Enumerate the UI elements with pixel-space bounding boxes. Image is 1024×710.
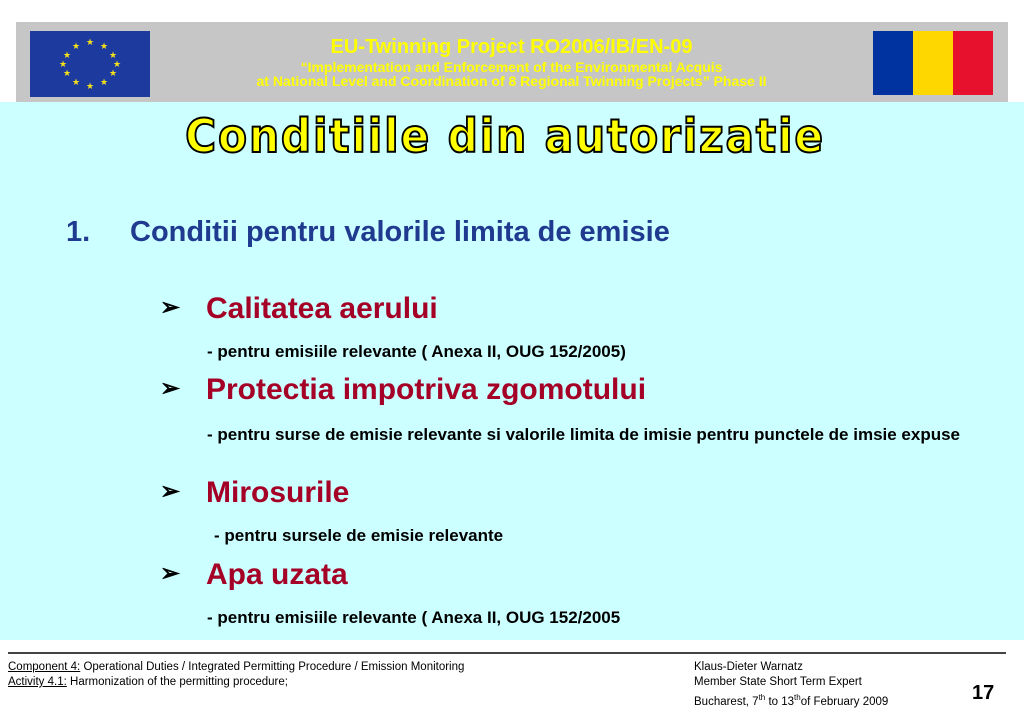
slide-title: Conditiile din autorizatie (185, 109, 825, 163)
eu-flag-icon: ★ ★ ★ ★ ★ ★ ★ ★ ★ ★ ★ ★ (30, 31, 150, 97)
item-text: Conditii pentru valorile limita de emisie (130, 216, 670, 248)
date-sup1: th (758, 693, 766, 702)
component-text: Operational Duties / Integrated Permitting Procedure / Emission Monitoring (80, 661, 465, 673)
bullet-title: Protectia impotriva zgomotului (206, 373, 647, 406)
date-sup2: th (794, 693, 801, 702)
numbered-item (66, 214, 670, 250)
header-project-title: EU-Twinning Project RO2006/IB/EN-09 (330, 36, 693, 58)
footer-left (8, 660, 464, 690)
footer-divider (8, 652, 1006, 654)
item-number: 1. (66, 216, 91, 248)
header-subtitle-line1: “Implementation and Enforcement of the Environmental Acquis (300, 59, 723, 75)
bullet-waste-water (160, 556, 348, 593)
author-name: Klaus-Dieter Warnatz (694, 661, 803, 673)
arrow-bullet-icon: ➢ (160, 375, 181, 402)
footer-component-line (8, 660, 464, 675)
activity-text: Harmonization of the permitting procedure; (66, 676, 288, 688)
date-mid: to 13 (765, 695, 795, 708)
date-start: Bucharest, 7 (694, 695, 759, 708)
arrow-bullet-icon: ➢ (160, 294, 181, 321)
header-subtitle-line2: at National Level and Coordination of 8 Regional Twinning Projects” Phase II (256, 73, 767, 89)
author-role: Member State Short Term Expert (694, 676, 862, 688)
bullet-title: Calitatea aerului (206, 292, 438, 325)
page-number: 17 (972, 682, 995, 704)
romania-flag-icon (873, 31, 993, 95)
bullet-title: Mirosurile (206, 476, 350, 509)
bullet-note: - pentru surse de emisie relevante si valorile limita de imisie pentru punctele de imsie expuse (207, 425, 961, 444)
bullet-odours (160, 474, 349, 511)
arrow-bullet-icon: ➢ (160, 478, 181, 505)
bullet-note: - pentru sursele de emisie relevante (214, 526, 504, 545)
bullet-note: - pentru emisiile relevante ( Anexa II, OUG 152/2005) (207, 342, 626, 361)
bullet-note: - pentru emisiile relevante ( Anexa II, OUG 152/2005 (207, 608, 621, 627)
component-label: Component 4: (8, 661, 81, 673)
footer-right (694, 660, 888, 710)
arrow-bullet-icon: ➢ (160, 560, 181, 587)
bullet-title: Apa uzata (206, 558, 348, 591)
date-end: of February 2009 (800, 695, 889, 708)
activity-label: Activity 4.1: (8, 676, 67, 688)
footer-activity-line (8, 675, 464, 690)
bullet-noise-protection (160, 371, 646, 408)
footer-date (694, 690, 888, 710)
bullet-air-quality (160, 290, 438, 327)
